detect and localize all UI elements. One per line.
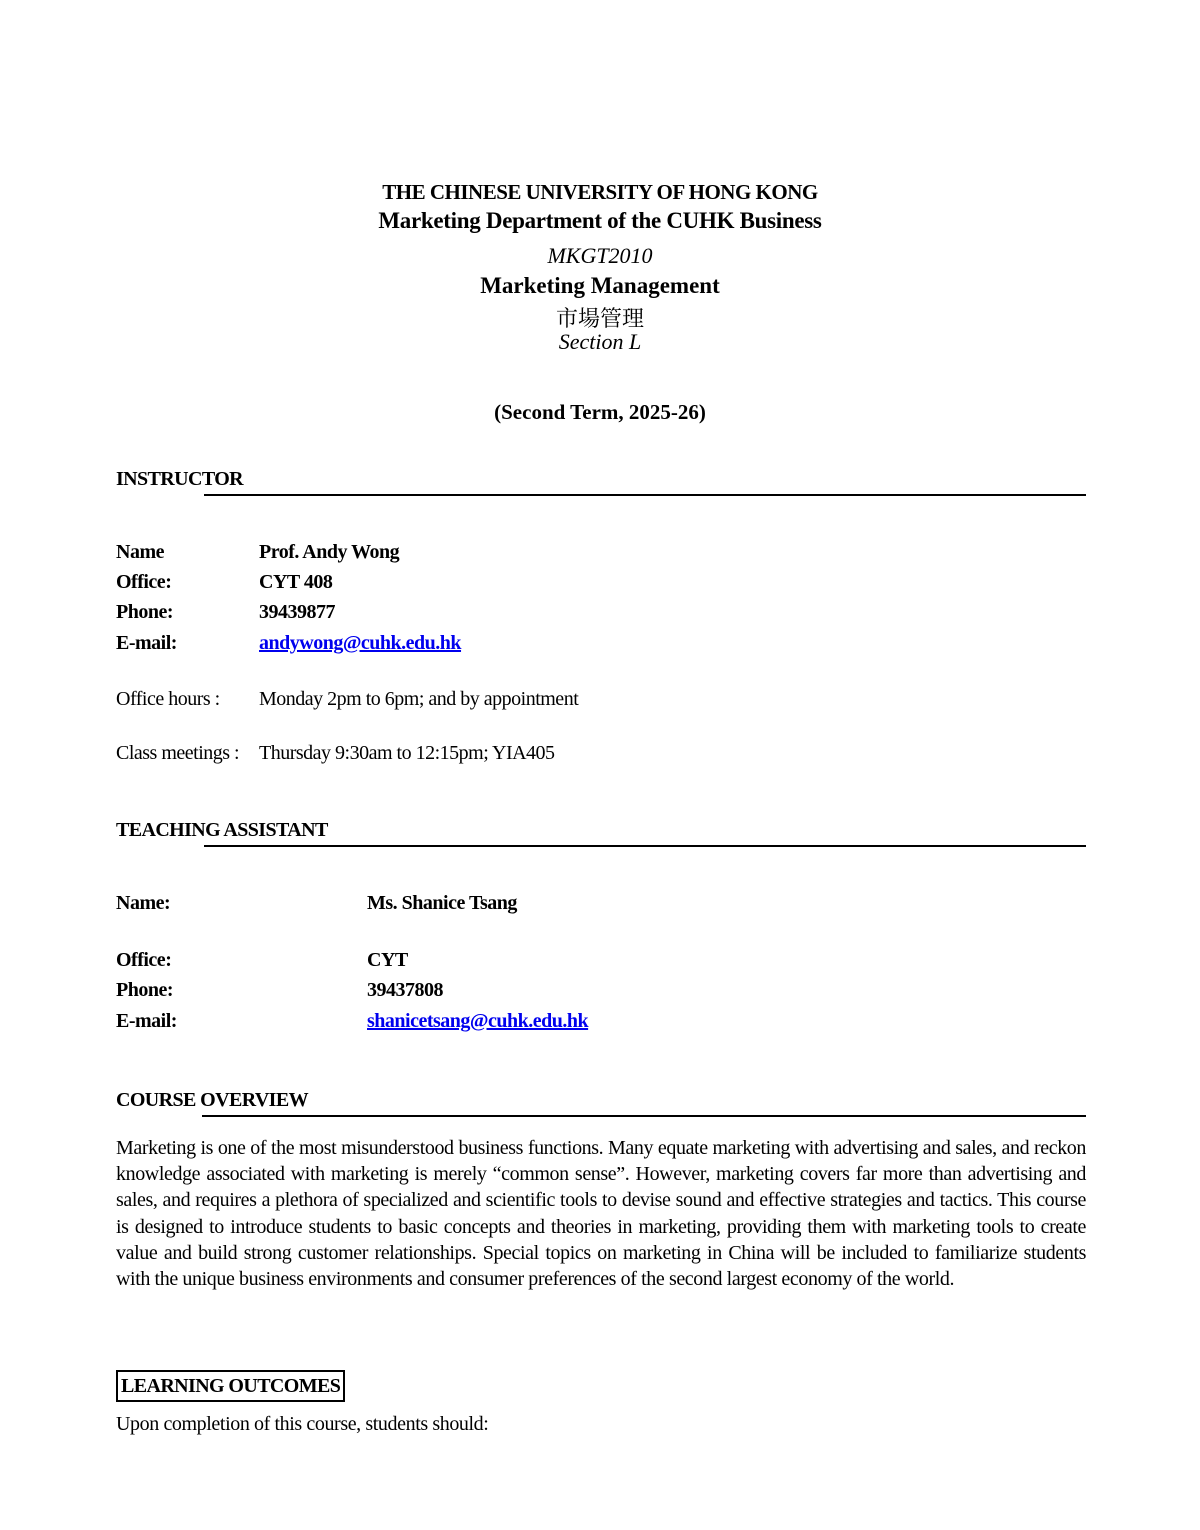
overview-section-heading bbox=[116, 1089, 1086, 1117]
ta-phone: 39437808 bbox=[367, 979, 443, 1001]
instructor-name: Prof. Andy Wong bbox=[259, 541, 400, 563]
ta-email-label: E-mail: bbox=[116, 1010, 177, 1032]
ta-name: Ms. Shanice Tsang bbox=[367, 892, 517, 914]
class-meetings: Thursday 9:30am to 12:15pm; YIA405 bbox=[259, 742, 555, 764]
term: (Second Term, 2025-26) bbox=[494, 400, 706, 424]
ta-section-heading bbox=[116, 819, 1086, 847]
ta-office-label: Office: bbox=[116, 949, 172, 971]
ta-heading: TEACHING ASSISTANT bbox=[116, 819, 328, 841]
instructor-name-label: Name bbox=[116, 541, 164, 563]
course-title-chinese: 市場管理 bbox=[555, 307, 644, 332]
office-hours: Monday 2pm to 6pm; and by appointment bbox=[259, 688, 579, 710]
section-divider bbox=[202, 1115, 1086, 1117]
department-name: Marketing Department of the CUHK Business bbox=[378, 208, 822, 233]
instructor-office-label: Office: bbox=[116, 571, 172, 593]
section-divider bbox=[204, 494, 1086, 496]
overview-paragraph: Marketing is one of the most misunderstood business functions. Many equate marketing with advertising and sales, and reckon knowledge associated with marketing is merely “common sense”. However, marketing covers far more than advertising and sales, and requires a plethora of specialized and scientific tools to devise sound and effective strategies and tactics. This course is designed to introduce students to basic concepts and theories in marketing, providing them with marketing tools to create value and build strong customer relationships. Special topics on marketing in China will be included to familiarize students with the unique business environments and consumer preferences of the second largest economy of the world. bbox=[116, 1137, 1086, 1291]
instructor-email-label: E-mail: bbox=[116, 632, 177, 654]
ta-phone-label: Phone: bbox=[116, 979, 173, 1001]
instructor-section-heading bbox=[116, 468, 1086, 496]
overview-heading: COURSE OVERVIEW bbox=[116, 1089, 308, 1111]
instructor-office: CYT 408 bbox=[259, 571, 333, 593]
section-divider bbox=[204, 845, 1086, 847]
university-name: THE CHINESE UNIVERSITY OF HONG KONG bbox=[382, 180, 818, 204]
course-title: Marketing Management bbox=[480, 273, 720, 298]
instructor-phone-label: Phone: bbox=[116, 601, 173, 623]
instructor-heading: INSTRUCTOR bbox=[116, 468, 243, 490]
ta-name-label: Name: bbox=[116, 892, 171, 914]
learning-outcomes-intro: Upon completion of this course, students should: bbox=[116, 1413, 489, 1435]
course-code: MKGT2010 bbox=[547, 243, 653, 268]
class-meetings-label: Class meetings : bbox=[116, 742, 240, 764]
course-section: Section L bbox=[558, 329, 642, 354]
ta-email-link[interactable]: shanicetsang@cuhk.edu.hk bbox=[367, 1010, 589, 1032]
instructor-phone: 39439877 bbox=[259, 601, 335, 623]
learning-outcomes-heading: LEARNING OUTCOMES bbox=[116, 1370, 345, 1402]
ta-office: CYT bbox=[367, 949, 408, 971]
instructor-email-link[interactable]: andywong@cuhk.edu.hk bbox=[259, 632, 462, 654]
office-hours-label: Office hours : bbox=[116, 688, 220, 710]
